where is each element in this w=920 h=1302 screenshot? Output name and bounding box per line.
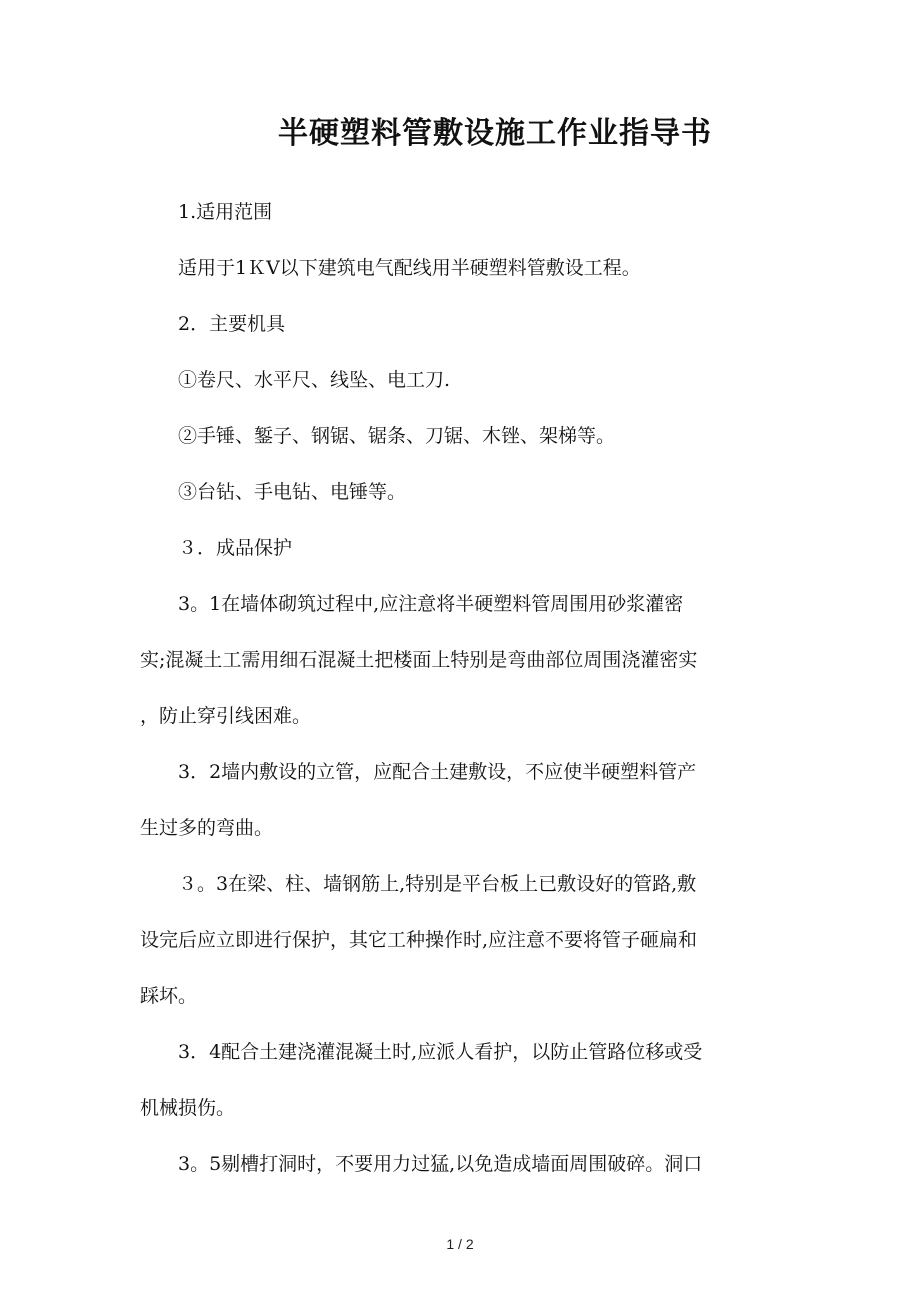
section-heading-tools: 2．主要机具 — [178, 313, 286, 335]
paragraph-line: 3。1在墙体砌筑过程中,应注意将半硬塑料管周围用砂浆灌密 — [178, 593, 684, 615]
paragraph-line: 生过多的弯曲。 — [140, 817, 274, 839]
paragraph-line: 3．4配合土建浇灌混凝土时,应派人看护，以防止管路位移或受 — [178, 1041, 703, 1063]
page-number: 1 / 2 — [446, 1236, 474, 1252]
paragraph-line: ３。3在梁、柱、墙钢筋上,特别是平台板上已敷设好的管路,敷 — [178, 873, 697, 895]
list-item: ③台钻、手电钻、电锤等。 — [178, 481, 407, 503]
section-heading-scope: 1.适用范围 — [178, 201, 273, 223]
document-title: 半硬塑料管敷设施工作业指导书 — [278, 116, 712, 151]
paragraph-line: ，防止穿引线困难。 — [140, 705, 312, 727]
paragraph-line: 机械损伤。 — [140, 1097, 236, 1119]
list-item: ②手锤、錾子、钢锯、锯条、刀锯、木锉、架梯等。 — [178, 425, 616, 447]
paragraph-line: 3。5剔槽打洞时，不要用力过猛,以免造成墙面周围破碎。洞口 — [178, 1153, 703, 1175]
paragraph-line: 设完后应立即进行保护，其它工种操作时,应注意不要将管子砸扁和 — [140, 929, 698, 951]
section-heading-protection: ３．成品保护 — [178, 537, 293, 559]
paragraph-line: 踩坏。 — [140, 985, 198, 1007]
list-item: ①卷尺、水平尺、线坠、电工刀. — [178, 369, 451, 391]
paragraph-line: 3．2墙内敷设的立管，应配合土建敷设，不应使半硬塑料管产 — [178, 761, 697, 783]
paragraph-line: 实;混凝土工需用细石混凝土把楼面上特别是弯曲部位周围浇灌密实 — [140, 649, 698, 671]
paragraph-line: 适用于1ＫV以下建筑电气配线用半硬塑料管敷设工程。 — [178, 257, 641, 279]
